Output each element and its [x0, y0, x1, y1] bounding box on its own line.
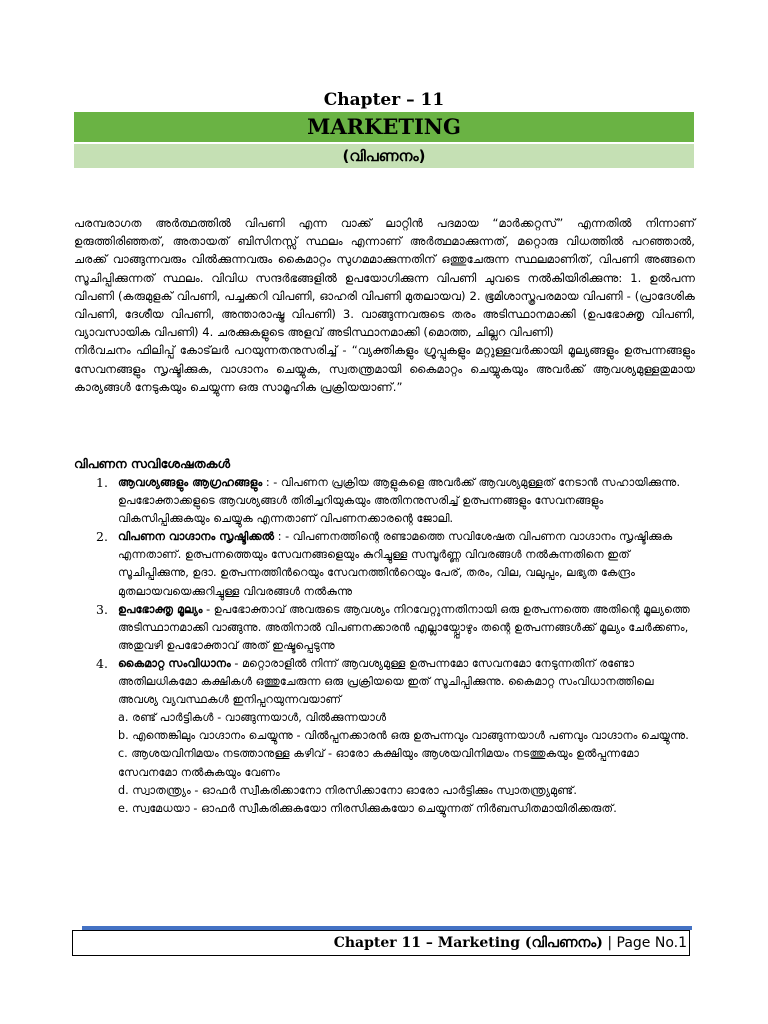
list-item [96, 655, 696, 709]
list-item [96, 474, 696, 528]
item-number: 1. [96, 475, 108, 490]
condition-line: e. സ്വമേധയാ - ഓഫർ സ്വീകരിക്കുകയോ നിരസിക്കുകയോ ചെയ്യുന്നത് നിർബന്ധിതമായിരിക്കരുത്. [118, 801, 617, 815]
condition-line: d. സ്വാതന്ത്ര്യം - ഓഫർ സ്വീകരിക്കാനോ നിരസിക്കാനോ ഓരോ പാർട്ടിക്കും സ്വാതന്ത്ര്യമുണ്ട്. [118, 783, 577, 797]
item-term: ഉപഭോക്തൃ മൂല്യം [118, 602, 203, 616]
item-text: - ഉപഭോക്താവ് അവരുടെ ആവശ്യം നിറവേറ്റുന്നതിനായി ഒരു ഉത്പന്നത്തെ അതിന്റെ മൂല്യത്തെ അടിസ്ഥാനമാക്കി വാങ്ങുന്നു. അതിനാൽ വിപണനക്കാരൻ എല്ലായ്പ്പോഴും തന്റെ ഉത്പന്നങ്ങൾക്ക് മൂല്യം ചേർക്കണം, അതുവഴി ഉപഭോക്താവ് അത് ഇഷ്ടപ്പെടുന്നു [118, 602, 691, 652]
page-subtitle: (വിപണനം) [74, 144, 694, 168]
features-list [96, 474, 696, 818]
item-number: 3. [96, 601, 108, 617]
item-number: 4. [96, 655, 108, 671]
item-term: ആവശ്യങ്ങളും ആഗ്രഹങ്ങളും [118, 476, 263, 489]
intro-text [74, 214, 695, 396]
list-item [96, 601, 696, 655]
item-term: വിപണന വാഗ്ദാനം സൃഷ്ടിക്കൽ [118, 530, 275, 544]
condition-line: a. രണ്ട് പാർട്ടികൾ - വാങ്ങുന്നയാൾ, വിൽക്കുന്നയാൾ [118, 711, 387, 725]
item-text: : - വിപണന പ്രക്രിയ ആളുകളെ അവർക്ക് ആവശ്യമുള്ളത് നേടാൻ സഹായിക്കുന്നു. ഉപഭോക്താക്കളുടെ ആവശ്യങ്ങൾ തിരിച്ചറിയുകയും അതിനനുസരിച്ച് ഉത്പന്നങ്ങളും സേവനങ്ങളും വികസിപ്പിക്കുകയും ചെയ്യുക എന്നതാണ് വിപണനക്കാരന്റെ ജോലി. [118, 476, 681, 526]
page-title: MARKETING [74, 112, 694, 142]
list-item [96, 528, 696, 600]
item-number: 2. [96, 529, 108, 545]
definition-paragraph: നിർവചനം ഫിലിപ്പ് കോട്‌ലർ പറയുന്നതനുസരിച്ച് - “വ്യക്തികളും ഗ്രൂപ്പുകളും മറ്റുള്ളവർക്കായി മൂല്യങ്ങളും ഉത്പന്നങ്ങളും സേവനങ്ങളും സൃഷ്ടിക്കുക, വാഗ്ദാനം ചെയ്യുക, സ്വതന്ത്രമായി കൈമാറ്റം ചെയ്യുകയും അവർക്ക് ആവശ്യമുള്ളതുമായ കാര്യങ്ങൾ നേടുകയും ചെയ്യുന്ന ഒരു സാമൂഹിക പ്രക്രിയയാണ്.” [74, 343, 695, 394]
intro-paragraph: പരമ്പരാഗത അർത്ഥത്തിൽ വിപണി എന്ന വാക്ക് ലാറ്റിൻ പദമായ “മാർക്കറ്റസ്” എന്നതിൽ നിന്നാണ് ഉരുത്തിരിഞ്ഞത്, അതായത് ബിസിനസ്സ് സ്ഥലം എന്നാണ് അർത്ഥമാക്കുന്നത്, മറ്റൊരു വിധത്തിൽ പറഞ്ഞാൽ, ചരക്ക് വാങ്ങുന്നവരും വിൽക്കുന്നവരും കൈമാറ്റം സുഗമമാക്കുന്നതിന് ഒത്തുചേരുന്ന സ്ഥലമാണിത്, വിപണി അങ്ങനെ സൂചിപ്പിക്കുന്നത് സ്ഥലം. വിവിധ സന്ദർഭങ്ങളിൽ ഉപയോഗിക്കുന്ന വിപണി ചുവടെ നൽകിയിരിക്കുന്നു: 1. ഉൽപന്ന വിപണി (കരുമുളക് വിപണി, പച്ചക്കറി വിപണി, ഓഹരി വിപണി മുതലായവ) 2. ഭൂമിശാസ്ത്രപരമായ വിപണി - (പ്രാദേശിക വിപണി, ദേശീയ വിപണി, അന്താരാഷ്ട്ര വിപണി) 3. വാങ്ങുന്നവരുടെ തരം അടിസ്ഥാനമാക്കി (ഉപഭോക്തൃ വിപണി, വ്യാവസായിക വിപണി) 4. ചരക്കുകളുടെ അളവ് അടിസ്ഥാനമാക്കി (മൊത്ത, ചില്ലറ വിപണി) [74, 216, 695, 340]
footer-chapter: Chapter 11 – Marketing ( [333, 935, 532, 951]
section-heading: വിപണന സവിശേഷതകൾ [74, 456, 231, 471]
footer-page-number: | Page No.1 [602, 935, 687, 951]
item-text: - മറ്റൊരാളിൽ നിന്ന് ആവശ്യമുള്ള ഉത്പന്നമോ സേവനമോ നേടുന്നതിന് രണ്ടോ അതിലധികമോ കക്ഷികൾ ഒത്തുചേരുന്ന ഒരു പ്രക്രിയയെ ഇത് സൂചിപ്പിക്കുന്നു. കൈമാറ്റ സംവിധാനത്തിലെ അവശ്യ വ്യവസ്ഥകൾ ഇനിപ്പറയുന്നവയാണ് [118, 656, 654, 707]
item-term: കൈമാറ്റ സംവിധാനം [118, 656, 231, 670]
condition-line: b. എന്തെങ്കിലും വാഗ്ദാനം ചെയ്യുന്നു - വിൽപ്പനക്കാരൻ ഒരു ഉത്പന്നവും വാങ്ങുന്നയാൾ പണവും വാഗ്ദാനം ചെയ്യുന്നു. [118, 729, 689, 743]
footer-close: ) [596, 935, 603, 951]
condition-line: c. ആശയവിനിമയം നടത്താനുള്ള കഴിവ് - ഓരോ കക്ഷിയും ആശയവിനിമയം നടത്തുകയും ഉൽപ്പന്നമോ സേവനമോ നൽകുകയും വേണം [118, 747, 639, 779]
footer-malayalam: വിപണനം [531, 935, 597, 951]
item-text: : - വിപണനത്തിന്റെ രണ്ടാമത്തെ സവിശേഷത വിപണന വാഗ്ദാനം സൃഷ്ടിക്കുക എന്നതാണ്. ഉത്പന്നത്തെയും സേവനങ്ങളെയും കുറിച്ചുള്ള സമ്പൂർണ്ണ വിവരങ്ങൾ നൽകുന്നതിനെ ഇത് സൂചിപ്പിക്കുന്നു, ഉദാ. ഉത്പന്നത്തിൻറെയും സേവനത്തിൻറെയും പേര്, തരം, വില, വലുപ്പം, ലഭ്യത കേന്ദ്രം മുതലായവയെക്കുറിച്ചുള്ള വിവരങ്ങൾ നൽകുന്നു [118, 530, 673, 598]
chapter-label: Chapter – 11 [323, 90, 445, 110]
page-footer [72, 930, 690, 956]
